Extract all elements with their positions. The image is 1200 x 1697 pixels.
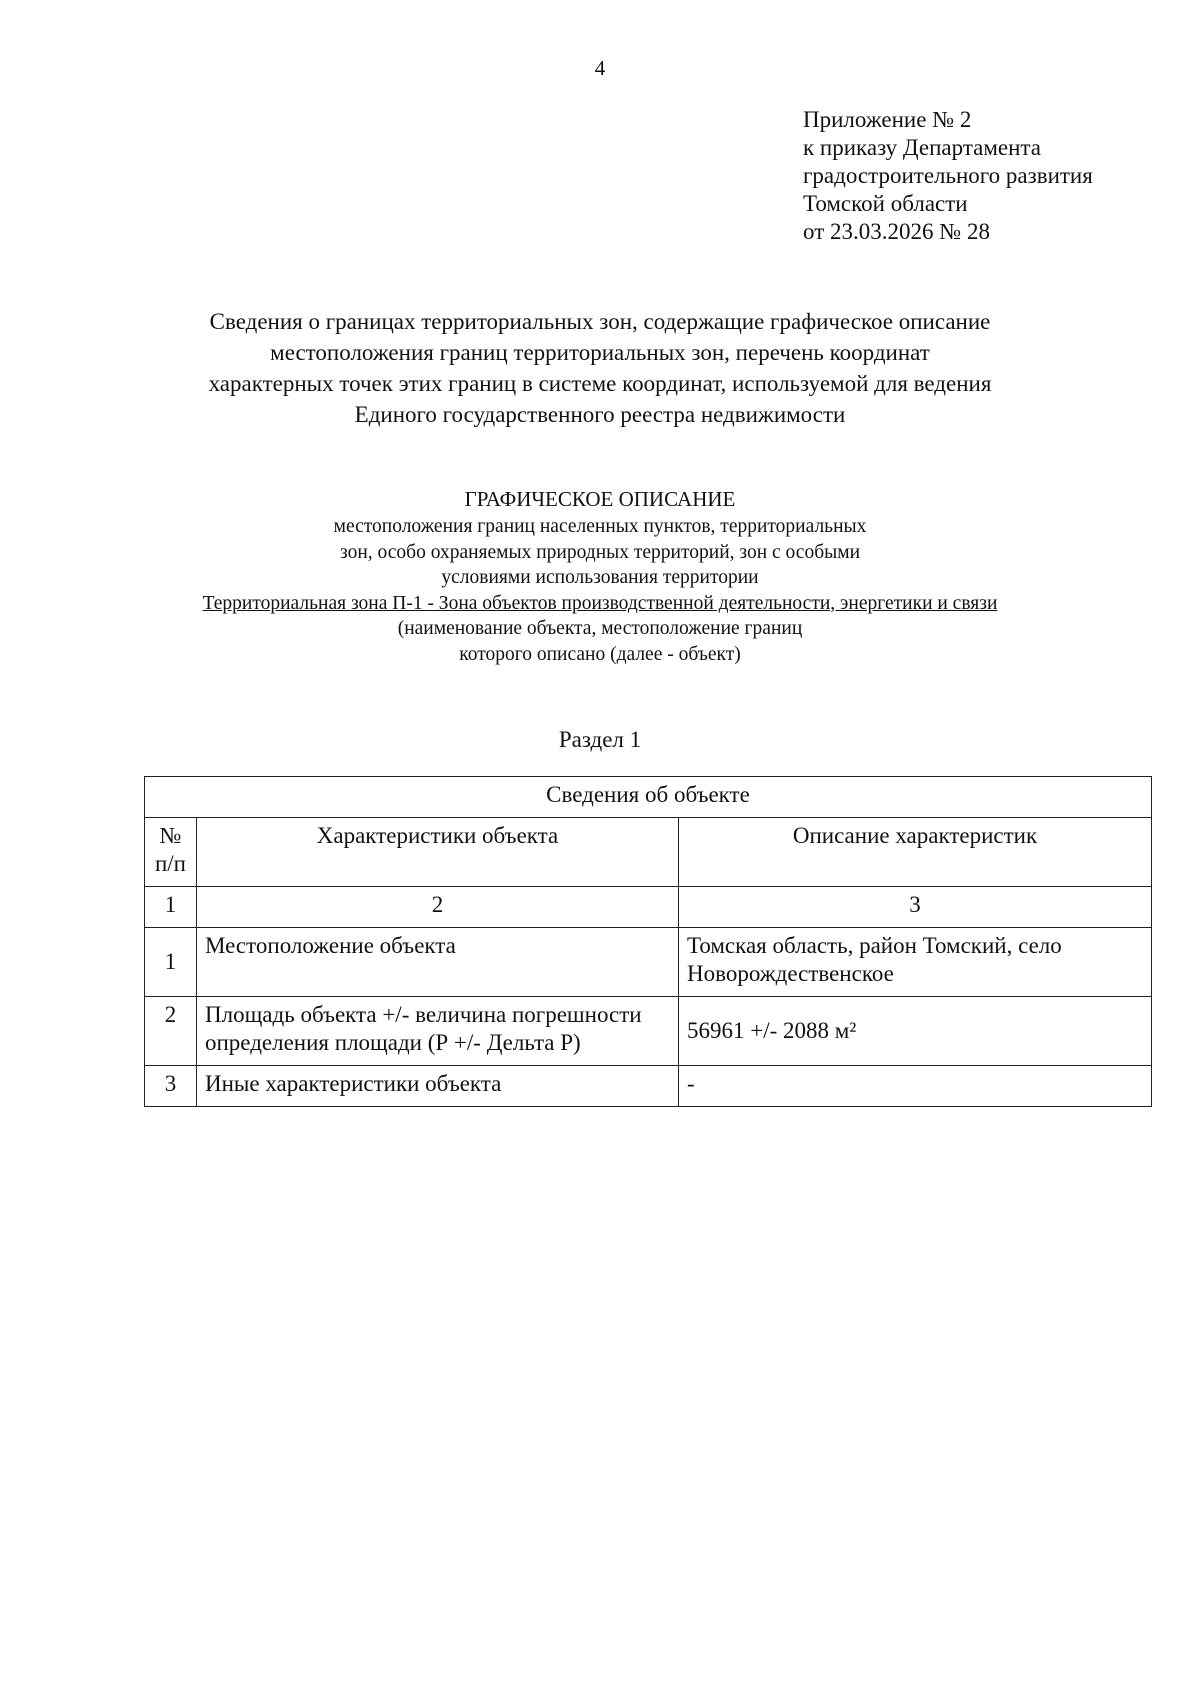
title-line: Сведения о границах территориальных зон, содержащие графическое описание (209, 309, 991, 334)
object-info-table (144, 776, 1152, 1107)
header-num-line2: п/п (154, 851, 186, 876)
appendix-line: Приложение № 2 (803, 107, 972, 132)
section-label: Раздел 1 (558, 727, 642, 752)
appendix-block (803, 106, 1093, 246)
graphic-subtitle-line: местоположения границ населенных пунктов, территориальных (333, 516, 867, 537)
index-cell: 3 (679, 887, 1152, 928)
row-characteristic: Площадь объекта +/- величина погрешности определения площади (Р +/- Дельта Р) (197, 997, 679, 1066)
table-row (145, 997, 1152, 1066)
graphic-heading: ГРАФИЧЕСКОЕ ОПИСАНИЕ (464, 487, 736, 511)
graphic-subtitle-line: условиями использования территории (441, 567, 759, 588)
row-description: - (679, 1066, 1152, 1107)
document-title (100, 306, 1100, 430)
title-line: Единого государственного реестра недвижимости (354, 402, 846, 427)
row-num: 2 (145, 997, 197, 1066)
appendix-line: от 23.03.2026 № 28 (803, 219, 990, 244)
header-num-cell (145, 818, 197, 887)
object-name: Территориальная зона П-1 - Зона объектов производственной деятельности, энергетики и связи (202, 592, 998, 614)
title-line: характерных точек этих границ в системе координат, используемой для ведения (208, 371, 992, 396)
object-note-line: (наименование объекта, местоположение границ (397, 618, 803, 639)
header-num-line1: № (159, 823, 182, 848)
row-num: 3 (145, 1066, 197, 1107)
table-row (145, 1066, 1152, 1107)
title-line: местоположения границ территориальных зон, перечень координат (270, 340, 930, 365)
table-caption: Сведения об объекте (145, 777, 1152, 818)
row-characteristic: Иные характеристики объекта (197, 1066, 679, 1107)
object-note-line: которого описано (далее - объект) (459, 643, 741, 665)
table-index-row (145, 887, 1152, 928)
header-characteristic: Характеристики объекта (197, 818, 679, 887)
appendix-line: к приказу Департамента (803, 135, 1041, 160)
graphic-description-block (100, 484, 1100, 667)
appendix-line: Томской области (803, 191, 968, 216)
index-cell: 2 (197, 887, 679, 928)
table-caption-row (145, 777, 1152, 818)
row-characteristic: Местоположение объекта (197, 928, 679, 997)
header-description: Описание характеристик (679, 818, 1152, 887)
index-cell: 1 (145, 887, 197, 928)
table-header-row (145, 818, 1152, 887)
appendix-line: градостроительного развития (803, 163, 1093, 188)
row-description: 56961 +/- 2088 м² (679, 997, 1152, 1066)
row-num: 1 (145, 928, 197, 997)
page-number: 4 (594, 56, 606, 80)
table-row (145, 928, 1152, 997)
row-description: Томская область, район Томский, село Новорождественское (679, 928, 1152, 997)
graphic-subtitle-line: зон, особо охраняемых природных территорий, зон с особыми (339, 541, 861, 563)
